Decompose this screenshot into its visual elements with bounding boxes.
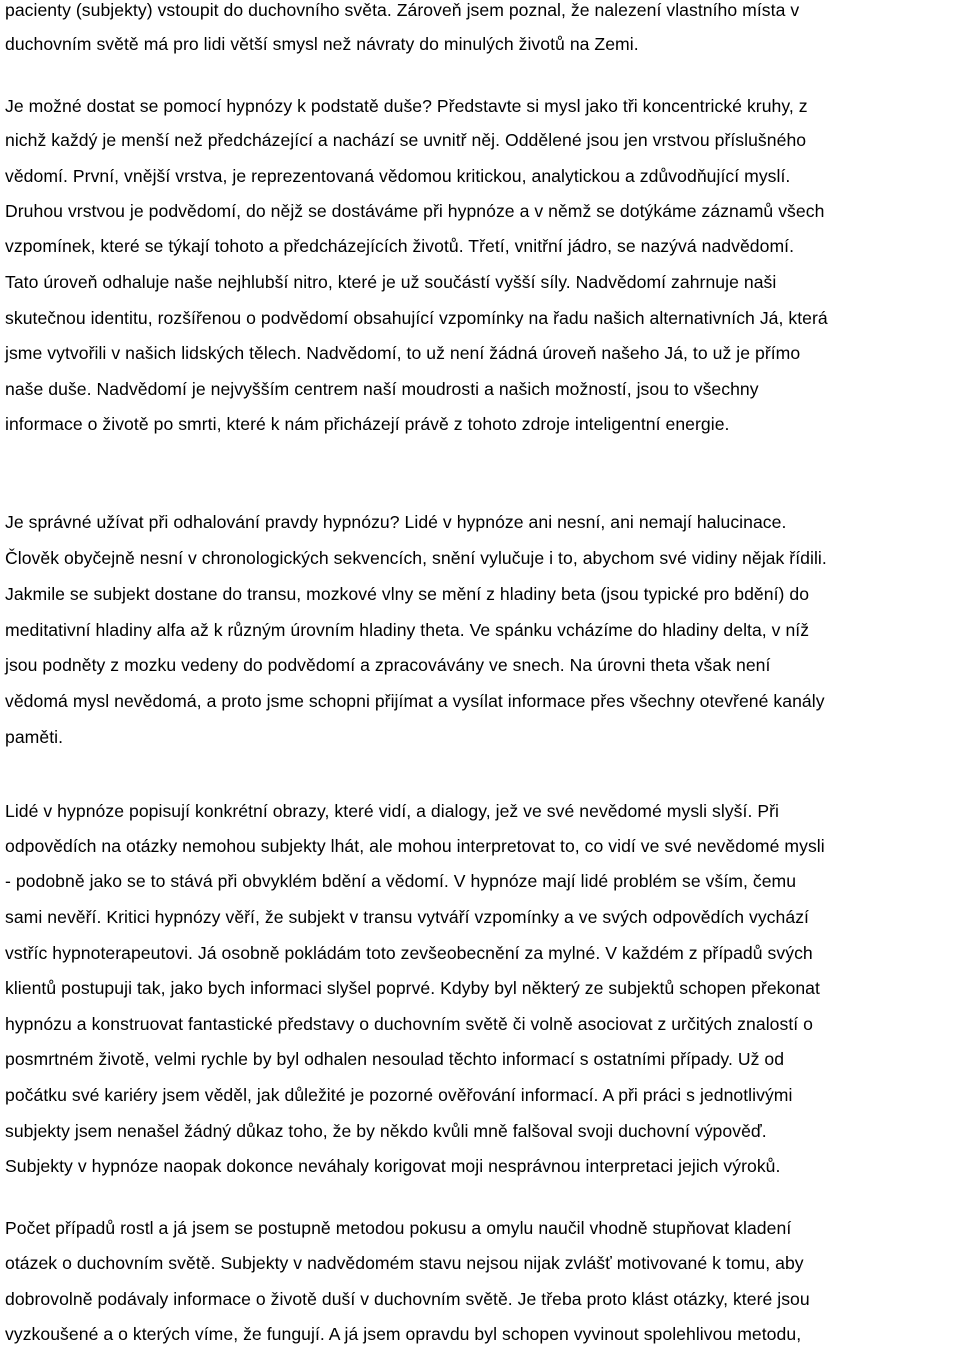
text-line: Lidé v hypnóze popisují konkrétní obrazy, které vidí, a dialogy, jež ve své nevědomé mysli slyší. Při (5, 801, 779, 821)
text-line: Člověk obyčejně nesní v chronologických sekvencích, snění vylučuje i to, abychom své vidiny nějak řídili. (5, 548, 827, 568)
text-line: odpovědích na otázky nemohou subjekty lhát, ale mohou interpretovat to, co vidí ve své nevědomé mysli (5, 836, 825, 856)
text-line: jsou podněty z mozku vedeny do podvědomí a zpracovávány ve snech. Na úrovni theta však není (5, 655, 771, 675)
text-line: informace o životě po smrti, které k nám přicházejí právě z tohoto zdroje inteligentní energie. (5, 414, 730, 434)
text-line: vědomí. První, vnější vrstva, je reprezentovaná vědomou kritickou, analytickou a zdůvodňující myslí. (5, 166, 791, 186)
text-line: nichž každý je menší než předcházející a nachází se uvnitř něj. Oddělené jsou jen vrstvou příslušného (5, 130, 807, 150)
text-line: Subjekty v hypnóze naopak dokonce neváhaly korigovat moji nesprávnou interpretaci jejich výroků. (5, 1156, 781, 1176)
text-line: Je možné dostat se pomocí hypnózy k podstatě duše? Představte si mysl jako tři koncentrické kruhy, z (5, 96, 808, 116)
text-line: dobrovolně podávaly informace o životě duší v duchovním světě. Je třeba proto klást otázky, které jsou (5, 1289, 810, 1309)
text-line: Jakmile se subjekt dostane do transu, mozkové vlny se mění z hladiny beta (jsou typické pro bdění) do (5, 584, 810, 604)
text-line: Je správné užívat při odhalování pravdy hypnózu? Lidé v hypnóze ani nesní, ani nemají halucinace. (5, 512, 787, 532)
text-line: Tato úroveň odhaluje naše nejhlubší nitro, které je už součástí vyšší síly. Nadvědomí zahrnuje naši (5, 272, 777, 292)
text-line: - podobně jako se to stává při obvyklém bdění a vědomí. V hypnóze mají lidé problém se vším, čemu (5, 871, 797, 891)
text-line: klientů postupuji tak, jako bych informaci slyšel poprvé. Kdyby byl některý ze subjektů schopen překonat (5, 978, 820, 998)
text-line: paměti. (5, 727, 64, 747)
text-line: meditativní hladiny alfa až k různým úrovním hladiny theta. Ve spánku vcházíme do hladiny delta, v níž (5, 620, 810, 640)
text-line: Druhou vrstvou je podvědomí, do nějž se dostáváme při hypnóze a v němž se dotýkáme záznamů všech (5, 201, 825, 221)
text-line: skutečnou identitu, rozšířenou o podvědomí obsahující vzpomínky na řadu našich alternativních Já, která (5, 308, 828, 328)
text-line: pacienty (subjekty) vstoupit do duchovního světa. Zároveň jsem poznal, že nalezení vlastního místa v (5, 0, 800, 20)
text-line: jsme vytvořili v našich lidských tělech. Nadvědomí, to už není žádná úroveň našeho Já, to už je přímo (5, 343, 801, 363)
text-line: posmrtném životě, velmi rychle by byl odhalen nesoulad těchto informací s ostatními případy. Už od (5, 1049, 785, 1069)
text-line: vědomá mysl nevědomá, a proto jsme schopni přijímat a vysílat informace přes všechny otevřené kanály (5, 691, 825, 711)
text-line: sami nevěří. Kritici hypnózy věří, že subjekt v transu vytváří vzpomínky a ve svých odpovědích vychází (5, 907, 809, 927)
text-line: naše duše. Nadvědomí je nejvyšším centrem naší moudrosti a našich možností, jsou to všechny (5, 379, 759, 399)
text-line: počátku své kariéry jsem věděl, jak důležité je pozorné ověřování informací. A při práci s jednotlivými (5, 1085, 793, 1105)
text-line: subjekty jsem nenašel žádný důkaz toho, že by někdo kvůli mně falšoval svoji duchovní výpověď. (5, 1121, 767, 1141)
text-line: hypnózu a konstruovat fantastické představy o duchovním světě či volně asociovat z určitých znalostí o (5, 1014, 813, 1034)
text-line: Počet případů rostl a já jsem se postupně metodou pokusu a omylu naučil vhodně stupňovat kladení (5, 1218, 792, 1238)
text-line: vzpomínek, které se týkají tohoto a předcházejících životů. Třetí, vnitřní jádro, se nazývá nadvědomí. (5, 236, 795, 256)
text-line: vyzkoušené a o kterých víme, že fungují. A já jsem opravdu byl schopen vyvinout spolehlivou metodu, (5, 1324, 802, 1344)
text-line: vstříc hypnoterapeutovi. Já osobně pokládám toto zevšeobecnění za mylné. V každém z případů svých (5, 943, 813, 963)
text-line: duchovním světě má pro lidi větší smysl než návraty do minulých životů na Zemi. (5, 34, 639, 54)
text-line: otázek o duchovním světě. Subjekty v nadvědomém stavu nejsou nijak zvlášť motivované k tomu, aby (5, 1253, 804, 1273)
